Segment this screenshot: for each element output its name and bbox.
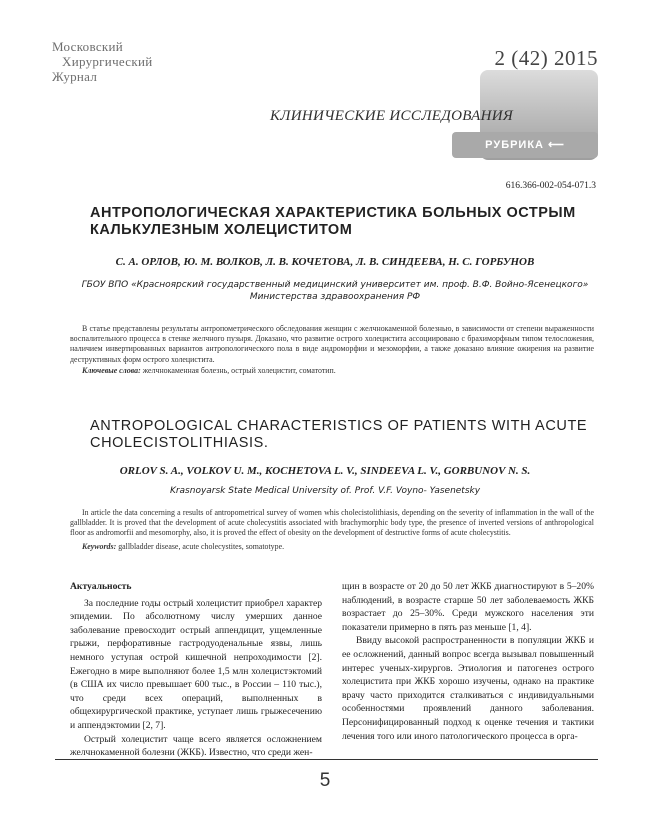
abstract-en: In article the data concerning a results of antropometrical survey of women whis cholecistolithiasis, depending on the severity of inflammation in the wall of the gallbladder. It is proved that the development of acute cholecystitis associated with brachymorphic body type, the presence of inverted versions of anthropological floor as andromorfii and mesomorphy, also, it is proved the effect of obesity on the development of destructive forms of acute cholecystitis.: [70, 508, 594, 538]
page-number: 5: [319, 770, 331, 791]
section-heading: Актуальность: [70, 581, 132, 592]
authors-en: ORLOV S. A., VOLKOV U. M., KOCHETOVA L. V., SINDEEVA L. V., GORBUNOV N. S.: [119, 465, 531, 477]
rubric-tab-label: РУБРИКА ⟵: [485, 139, 565, 151]
udc-code: 616.366-002-054-071.3: [505, 181, 596, 191]
authors-ru: С. А. ОРЛОВ, Ю. М. ВОЛКОВ, Л. В. КОЧЕТОВА, Л. В. СИНДЕЕВА, Н. С. ГОРБУНОВ: [115, 256, 535, 268]
footer-divider: [55, 759, 598, 760]
paragraph: За последние годы острый холецистит приобрел характер эпидемии. По абсолютному числу умерших данное заболевание превосходит острый аппендицит, ущемленные грыжи, перфоративные гастродуоденальные язвы, лишь немного уступая острой кишечной непроходимости [2]. Ежегодно в мире выполняют более 1,5 млн холецистэктомий (в США их число превышает 600 тыс., в России – 110 тыс.), что среди всех операций, выполненных в общехирургической практике, уступает лишь грыжесечению и аппендэктомии [2, 7].: [70, 597, 322, 731]
issue-number: 2 (42) 2015: [494, 46, 598, 70]
journal-logo-line2: Хирургический: [62, 54, 153, 69]
keywords-ru: Ключевые слова: желчнокаменная болезнь, острый холецистит, соматотип.: [82, 366, 336, 375]
journal-logo-line1: Московский: [52, 39, 124, 54]
paragraph: щин в возрасте от 20 до 50 лет ЖКБ диагностируют в 5–20% наблюдений, в возрасте старше 50 лет заболеваемость ЖКБ возрастает до 25–30%. Среди мужского населения эти показатели примерно в пять раз меньше [1, 4].: [342, 581, 594, 633]
section-title: КЛИНИЧЕСКИЕ ИССЛЕДОВАНИЯ: [270, 108, 514, 124]
body-column-right: [342, 580, 594, 743]
keywords-en: Keywords: gallbladder disease, acute cholecystites, somatotype.: [82, 542, 285, 551]
article-title-ru: АНТРОПОЛОГИЧЕСКАЯ ХАРАКТЕРИСТИКА БОЛЬНЫХ ОСТРЫМ КАЛЬКУЛЕЗНЫМ ХОЛЕЦИСТИТОМ: [90, 205, 576, 238]
affiliation-en: Krasnoyarsk State Medical University of. Prof. V.F. Voyno- Yasenetsky: [169, 486, 481, 496]
paragraph: Острый холецистит чаще всего является осложнением желчнокаменной болезни (ЖКБ). Известно, что среди жен-: [70, 733, 322, 759]
article-title-en: ANTROPOLOGICAL CHARACTERISTICS OF PATIENTS WITH ACUTE CHOLECISTOLITHIASIS.: [90, 418, 588, 451]
affiliation-ru: ГБОУ ВПО «Красноярский государственный медицинский университет им. проф. В.Ф. Войно-Ясенецкого» Министерства здравоохранения РФ: [81, 280, 589, 302]
arrow-left-icon: ⟵: [548, 139, 565, 151]
paragraph: Ввиду высокой распространенности в популяции ЖКБ и ее осложнений, данный вопрос всегда вызывал повышенный интерес ученых-хирургов. Этиология и патогенез острого холецистита при ЖКБ хорошо изучены, однако на практике врачу часто приходится сталкиваться с индивидуальными особенностями проявлений данного заболевания. Персонифицированный подход к оценке течения и тактики лечения того или иного патологического процесса в орга-: [342, 635, 594, 742]
journal-logo: [52, 38, 172, 100]
body-column-left: [70, 580, 322, 760]
abstract-ru: В статье представлены результаты антропометрического обследования женщин с желчнокаменной болезнью, в зависимости от степени выраженности воспалительного процесса в стенке желчного пузыря. Доказано, что развитие острого холецистита ассоциировано с брахиморфным типом телосложения, наличием инвертированных вариантов антропологического пола в виде андроморфии и мезоморфии, а также доказано влияние ожирения на развитие деструктивных форм острого холецистита.: [70, 324, 594, 364]
journal-logo-line3: Журнал: [52, 69, 98, 84]
